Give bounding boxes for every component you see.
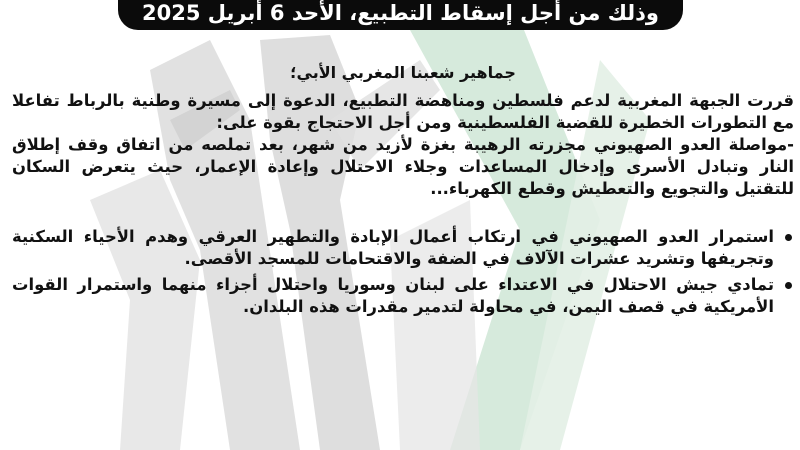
list-item bbox=[12, 226, 794, 270]
bullet-list bbox=[12, 226, 794, 318]
statement-body bbox=[12, 62, 794, 322]
list-item-text: تمادي جيش الاحتلال في الاعتداء على لبنان وسوريا واحتلال أجزاء منهما واستمرار القوات الأمريكية في قصف اليمن، في محاولة لتدمير مقدرات هذه البلدان. bbox=[12, 275, 774, 316]
list-item-text: استمرار العدو الصهيوني في ارتكاب أعمال الإبادة والتطهير العرقي وهدم الأحياء السكنية وتجريفها وتشريد عشرات الآلاف في الضفة والاقتحامات للمسجد الأقصى. bbox=[12, 227, 774, 268]
list-item bbox=[12, 274, 794, 318]
title-banner bbox=[118, 0, 683, 30]
bullet-icon bbox=[785, 282, 792, 289]
banner-title: وذلك من أجل إسقاط التطبيع، الأحد 6 أبريل 2025 bbox=[142, 1, 659, 25]
greeting: جماهير شعبنا المغربي الأبي؛ bbox=[290, 63, 516, 82]
point-paragraph: -مواصلة العدو الصهيوني مجزرته الرهيبة بغزة لأزيد من شهر، بعد تملصه من اتفاق وقف إطلاق النار وتبادل الأسرى وإدخال المساعدات وجلاء الاحتلال وإعادة الإعمار، حيث يتعرض السكان للتقتيل والتجويع والتعطيش وقطع الكهرباء... bbox=[12, 135, 794, 198]
bullet-icon bbox=[785, 234, 792, 241]
intro-paragraph: قررت الجبهة المغربية لدعم فلسطين ومناهضة التطبيع، الدعوة إلى مسيرة وطنية بالرباط تفاعلا مع التطورات الخطيرة للقضية الفلسطينية ومن أجل الاحتجاج بقوة على: bbox=[12, 91, 794, 132]
